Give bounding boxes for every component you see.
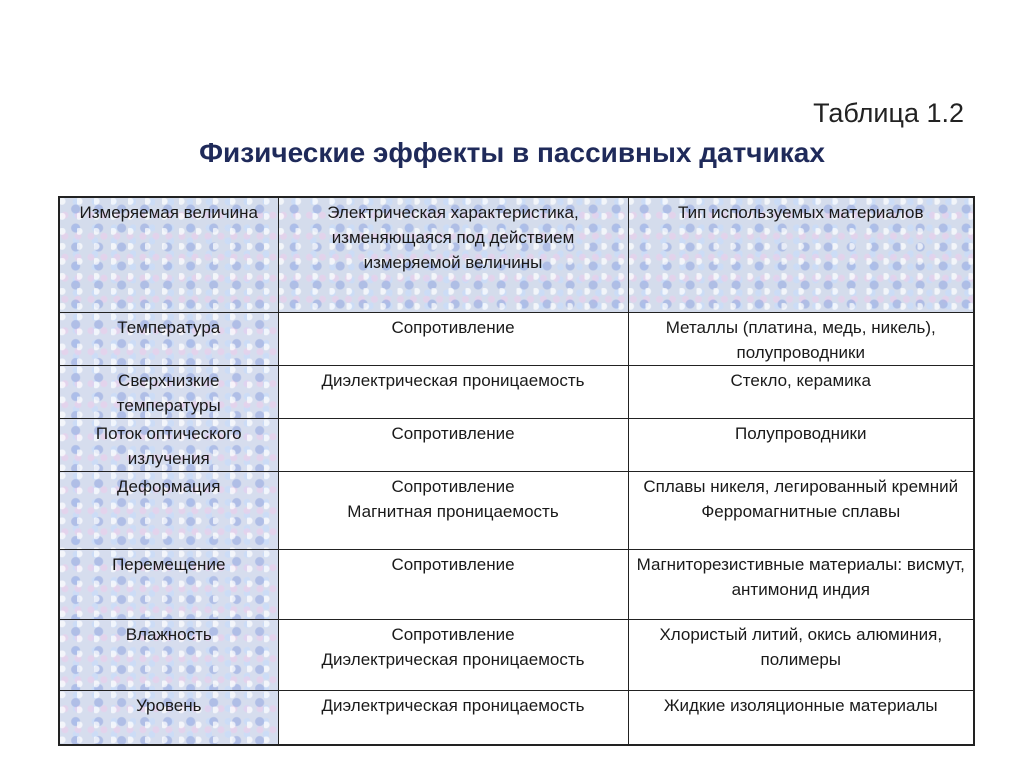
header-characteristic: Электрическая характеристика, изменяющаяся под действием измеряемой величины bbox=[278, 197, 628, 313]
table-row bbox=[59, 313, 974, 366]
row-quantity: Уровень bbox=[59, 691, 278, 745]
row-materials: Хлористый литий, окись алюминия, полимеры bbox=[628, 620, 974, 691]
row-characteristic: Сопротивление Диэлектрическая проницаемость bbox=[278, 620, 628, 691]
row-characteristic: Сопротивление bbox=[278, 313, 628, 366]
table-row bbox=[59, 620, 974, 691]
row-quantity: Деформация bbox=[59, 472, 278, 550]
header-materials: Тип используемых материалов bbox=[628, 197, 974, 313]
row-quantity: Влажность bbox=[59, 620, 278, 691]
row-materials: Металлы (платина, медь, никель), полупроводники bbox=[628, 313, 974, 366]
row-materials: Полупроводники bbox=[628, 419, 974, 472]
row-characteristic: Сопротивление Магнитная проницаемость bbox=[278, 472, 628, 550]
row-quantity: Сверхнизкие температуры bbox=[59, 366, 278, 419]
table-row bbox=[59, 691, 974, 745]
row-characteristic: Сопротивление bbox=[278, 419, 628, 472]
sensor-effects-table bbox=[58, 196, 975, 746]
row-materials: Жидкие изоляционные материалы bbox=[628, 691, 974, 745]
table-number: Таблица 1.2 bbox=[813, 98, 964, 128]
row-materials: Магниторезистивные материалы: висмут, антимонид индия bbox=[628, 550, 974, 620]
row-quantity: Перемещение bbox=[59, 550, 278, 620]
row-characteristic: Диэлектрическая проницаемость bbox=[278, 366, 628, 419]
row-characteristic: Диэлектрическая проницаемость bbox=[278, 691, 628, 745]
header-quantity: Измеряемая величина bbox=[59, 197, 278, 313]
table-row bbox=[59, 472, 974, 550]
row-characteristic: Сопротивление bbox=[278, 550, 628, 620]
table-title: Физические эффекты в пассивных датчиках bbox=[199, 137, 825, 168]
row-materials: Стекло, керамика bbox=[628, 366, 974, 419]
table-row bbox=[59, 550, 974, 620]
row-quantity: Температура bbox=[59, 313, 278, 366]
table-row bbox=[59, 366, 974, 419]
table-header-row bbox=[59, 197, 974, 313]
row-quantity: Поток оптического излучения bbox=[59, 419, 278, 472]
row-materials: Сплавы никеля, легированный кремний Ферромагнитные сплавы bbox=[628, 472, 974, 550]
table-row bbox=[59, 419, 974, 472]
